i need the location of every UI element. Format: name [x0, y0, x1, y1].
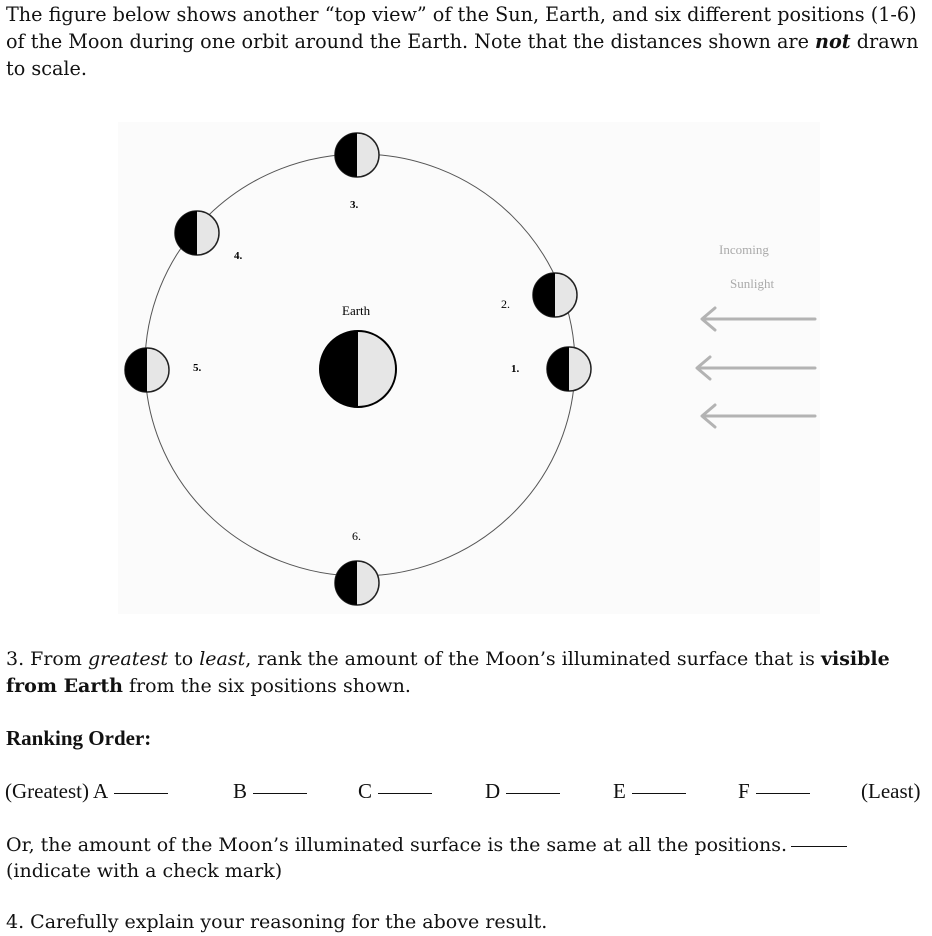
- intro-paragraph: [6, 1, 926, 82]
- moon-label-1: 1.: [511, 363, 520, 375]
- moon-label-2: 2.: [501, 297, 510, 311]
- q3-greatest: greatest: [87, 648, 169, 670]
- same-option: [6, 832, 847, 859]
- same-option-text: Or, the amount of the Moon’s illuminated surface is the same at all the positions.: [6, 834, 788, 856]
- earth-label: Earth: [342, 303, 371, 318]
- rank-slot-d: D: [485, 778, 560, 805]
- moon-label-5: 5.: [193, 362, 202, 374]
- rank-blank-a[interactable]: [114, 793, 168, 794]
- moon-position-5: [125, 348, 169, 392]
- rank-slot-f: F: [738, 778, 810, 805]
- rank-least-label: (Least): [861, 779, 921, 803]
- intro-emphasis: not: [815, 30, 851, 53]
- ranking-title: Ranking Order:: [6, 726, 152, 750]
- moon-position-6: [335, 561, 379, 605]
- rank-blank-e[interactable]: [632, 793, 686, 794]
- rank-blank-d[interactable]: [506, 793, 560, 794]
- moon-label-4: 4.: [234, 250, 243, 262]
- rank-slot-a: (Greatest) A: [5, 778, 168, 805]
- same-option-indicate: (indicate with a check mark): [6, 860, 283, 882]
- question-4: 4. Carefully explain your reasoning for the above result.: [6, 911, 548, 933]
- same-option-blank[interactable]: [791, 846, 847, 847]
- q3-least: least: [199, 648, 246, 670]
- intro-text-1: The figure below shows another “top view” of the Sun, Earth, and six different positions (1-6) of the Moon during one orbit around the Earth. Note that the distances shown are: [6, 3, 917, 53]
- moon-label-6: 6.: [352, 529, 361, 543]
- moon-orbit-diagram: [118, 122, 820, 614]
- rank-slot-b: B: [233, 778, 307, 805]
- moon-position-4: [175, 211, 219, 255]
- rank-blank-f[interactable]: [756, 793, 810, 794]
- ranking-row: [0, 778, 932, 808]
- rank-slot-c: C: [358, 778, 432, 805]
- sunlight-label-incoming: Incoming: [719, 242, 769, 257]
- moon-label-3: 3.: [350, 199, 359, 211]
- intro-text-2: drawn to scale.: [6, 30, 919, 80]
- rank-slot-e: E: [613, 778, 686, 805]
- moon-position-3: [335, 133, 379, 177]
- rank-blank-c[interactable]: [378, 793, 432, 794]
- earth: [320, 331, 396, 407]
- rank-blank-b[interactable]: [253, 793, 307, 794]
- sunlight-label-sunlight: Sunlight: [730, 276, 775, 291]
- moon-position-1: [547, 347, 591, 391]
- moon-position-2: [533, 273, 577, 317]
- question-3: 3. From greatest to least, rank the amount of the Moon’s illuminated surface that is visible from Earth from the six positions shown.: [6, 648, 890, 697]
- moon-orbit-svg: [118, 122, 820, 614]
- q3-visible-from-earth: visible from Earth: [6, 648, 890, 697]
